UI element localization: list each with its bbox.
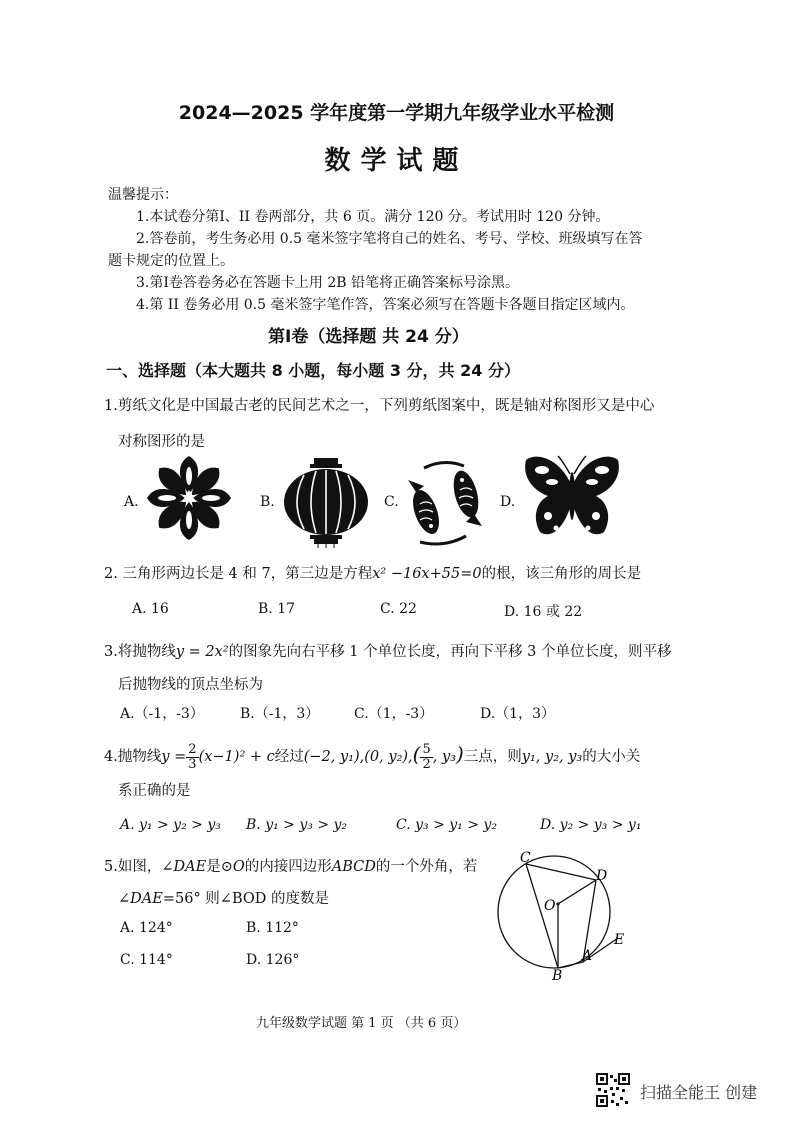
label-c: C: [520, 850, 531, 866]
butterfly-papercut-image: [522, 452, 622, 546]
q4-p3-num: 5: [422, 741, 431, 757]
q5-b: 是: [206, 859, 221, 875]
question-1-line2: 对称图形的是: [118, 434, 205, 450]
page-footer: 九年级数学试题 第 1 页 （共 6 页）: [256, 1016, 467, 1031]
q5-option-b: B. 112°: [246, 920, 299, 936]
q4-eq-rest: (x−1)² + c: [198, 749, 275, 765]
q4-p3-den: 2: [422, 756, 431, 772]
scanner-watermark: 扫描全能王 创建: [640, 1083, 758, 1102]
q4-mid: 经过: [274, 749, 304, 765]
q2-option-a: A. 16: [132, 601, 169, 617]
q1-option-c: C.: [384, 494, 399, 510]
q5-circle: ⊙O: [220, 859, 245, 875]
part-title: 第Ⅰ卷（选择题 共 24 分）: [268, 327, 469, 347]
q2-suffix: 的根，该三角形的周长是: [481, 566, 642, 582]
q3-option-b: B.（-1，3）: [240, 706, 320, 722]
q5-line2-rest: =56° 则∠BOD 的度数是: [162, 891, 329, 907]
q2-option-d: D. 16 或 22: [504, 604, 583, 620]
question-4-line1: [104, 734, 640, 777]
label-o: O: [544, 898, 556, 914]
q2-option-b: B. 17: [258, 601, 296, 617]
question-5-line2: [118, 887, 329, 908]
q4-p3-rest: , y₃: [432, 749, 456, 765]
q4-eq-y: y =: [161, 749, 187, 765]
q4-suffix: 三点，则: [463, 749, 522, 765]
q1-option-d: D.: [500, 494, 516, 510]
q5-angle: ∠DAE: [161, 859, 207, 875]
label-d: D: [596, 868, 608, 884]
flower-papercut-image: [144, 453, 234, 543]
label-a: A: [582, 948, 593, 964]
q4-frac-den: 3: [188, 756, 197, 772]
question-5-line1: [104, 855, 477, 876]
q2-prefix: 2. 三角形两边长是 4 和 7，第三边是方程: [104, 566, 373, 582]
q3-option-a: A.（-1，-3）: [120, 706, 204, 722]
carp-papercut-image: [404, 456, 484, 546]
notice-heading: 温馨提示：: [108, 187, 178, 203]
q3-suffix: 的图象先向右平移 1 个单位长度，再向下平移 3 个单位长度，则平移: [228, 644, 672, 660]
label-e: E: [614, 932, 625, 948]
q3-prefix: 3.将抛物线: [104, 644, 176, 660]
notice-item: 2.答卷前，考生务必用 0.5 毫米签字笔将自己的姓名、考号、学校、班级填写在答: [136, 231, 643, 247]
notice-item: 3.第Ⅰ卷答卷务必在答题卡上用 2B 铅笔将正确答案标号涂黑。: [136, 275, 519, 291]
question-1-line1: 1.剪纸文化是中国最古老的民间艺术之一，下列剪纸图案中，既是轴对称图形又是中心: [104, 398, 655, 414]
question-3-line2: 后抛物线的顶点坐标为: [118, 677, 263, 693]
q4-suffix2: 的大小关: [582, 749, 641, 765]
q4-option-a: A. y₁ > y₂ > y₃: [120, 817, 221, 833]
q5-option-d: D. 126°: [246, 952, 300, 968]
page-title: 2024—2025 学年度第一学期九年级学业水平检测: [178, 102, 615, 124]
q4-option-d: D. y₂ > y₃ > y₁: [540, 817, 642, 833]
q5-c: 的内接四边形: [244, 859, 332, 875]
q2-option-c: C. 22: [380, 601, 417, 617]
circle-quadrilateral-figure: [490, 850, 640, 980]
notice-item: 1.本试卷分第Ⅰ、II 卷两部分，共 6 页。满分 120 分。考试用时 120 分钟。: [136, 209, 610, 225]
q1-option-b: B.: [260, 494, 275, 510]
q4-vars: y₁, y₂, y₃: [521, 749, 583, 765]
q5-option-c: C. 114°: [120, 952, 173, 968]
q4-paren-close: ): [455, 742, 464, 766]
q5-quad: ABCD: [331, 859, 376, 875]
q4-prefix: 4.抛物线: [104, 749, 162, 765]
q4-option-c: C. y₃ > y₁ > y₂: [396, 817, 497, 833]
q5-a: 5.如图，: [104, 859, 162, 875]
notice-item: 题卡规定的位置上。: [108, 253, 234, 269]
q4-points: (−2, y₁),(0, y₂),: [303, 749, 413, 765]
q3-equation: y = 2x²: [175, 644, 229, 660]
q3-option-d: D.（1，3）: [480, 706, 555, 722]
question-4-line2: 系正确的是: [118, 783, 191, 799]
subject-title: 数学试题: [324, 146, 469, 176]
label-b: B: [552, 968, 563, 980]
question-2-text: [104, 562, 641, 583]
q4-paren-open: (: [412, 742, 421, 766]
qr-code-icon: [596, 1073, 630, 1107]
q4-fraction: [186, 743, 198, 772]
q1-option-a: A.: [124, 494, 139, 510]
q2-equation: x² −16x+55=0: [372, 566, 482, 582]
q3-option-c: C.（1，-3）: [354, 706, 434, 722]
q5-option-a: A. 124°: [120, 920, 173, 936]
q4-option-b: B. y₁ > y₃ > y₂: [246, 817, 348, 833]
lantern-papercut-image: [280, 456, 372, 548]
question-3-line1: [104, 640, 672, 661]
q4-point3-fraction: [420, 743, 432, 772]
notice-item: 4.第 II 卷务必用 0.5 毫米签字笔作答，答案必须写在答题卡各题目指定区域内。: [136, 297, 635, 313]
q5-d: 的一个外角，若: [375, 859, 478, 875]
section-title: 一、选择题（本大题共 8 小题，每小题 3 分，共 24 分）: [106, 361, 520, 380]
q5-angle2: ∠DAE: [118, 891, 163, 907]
q4-frac-num: 2: [188, 741, 197, 757]
